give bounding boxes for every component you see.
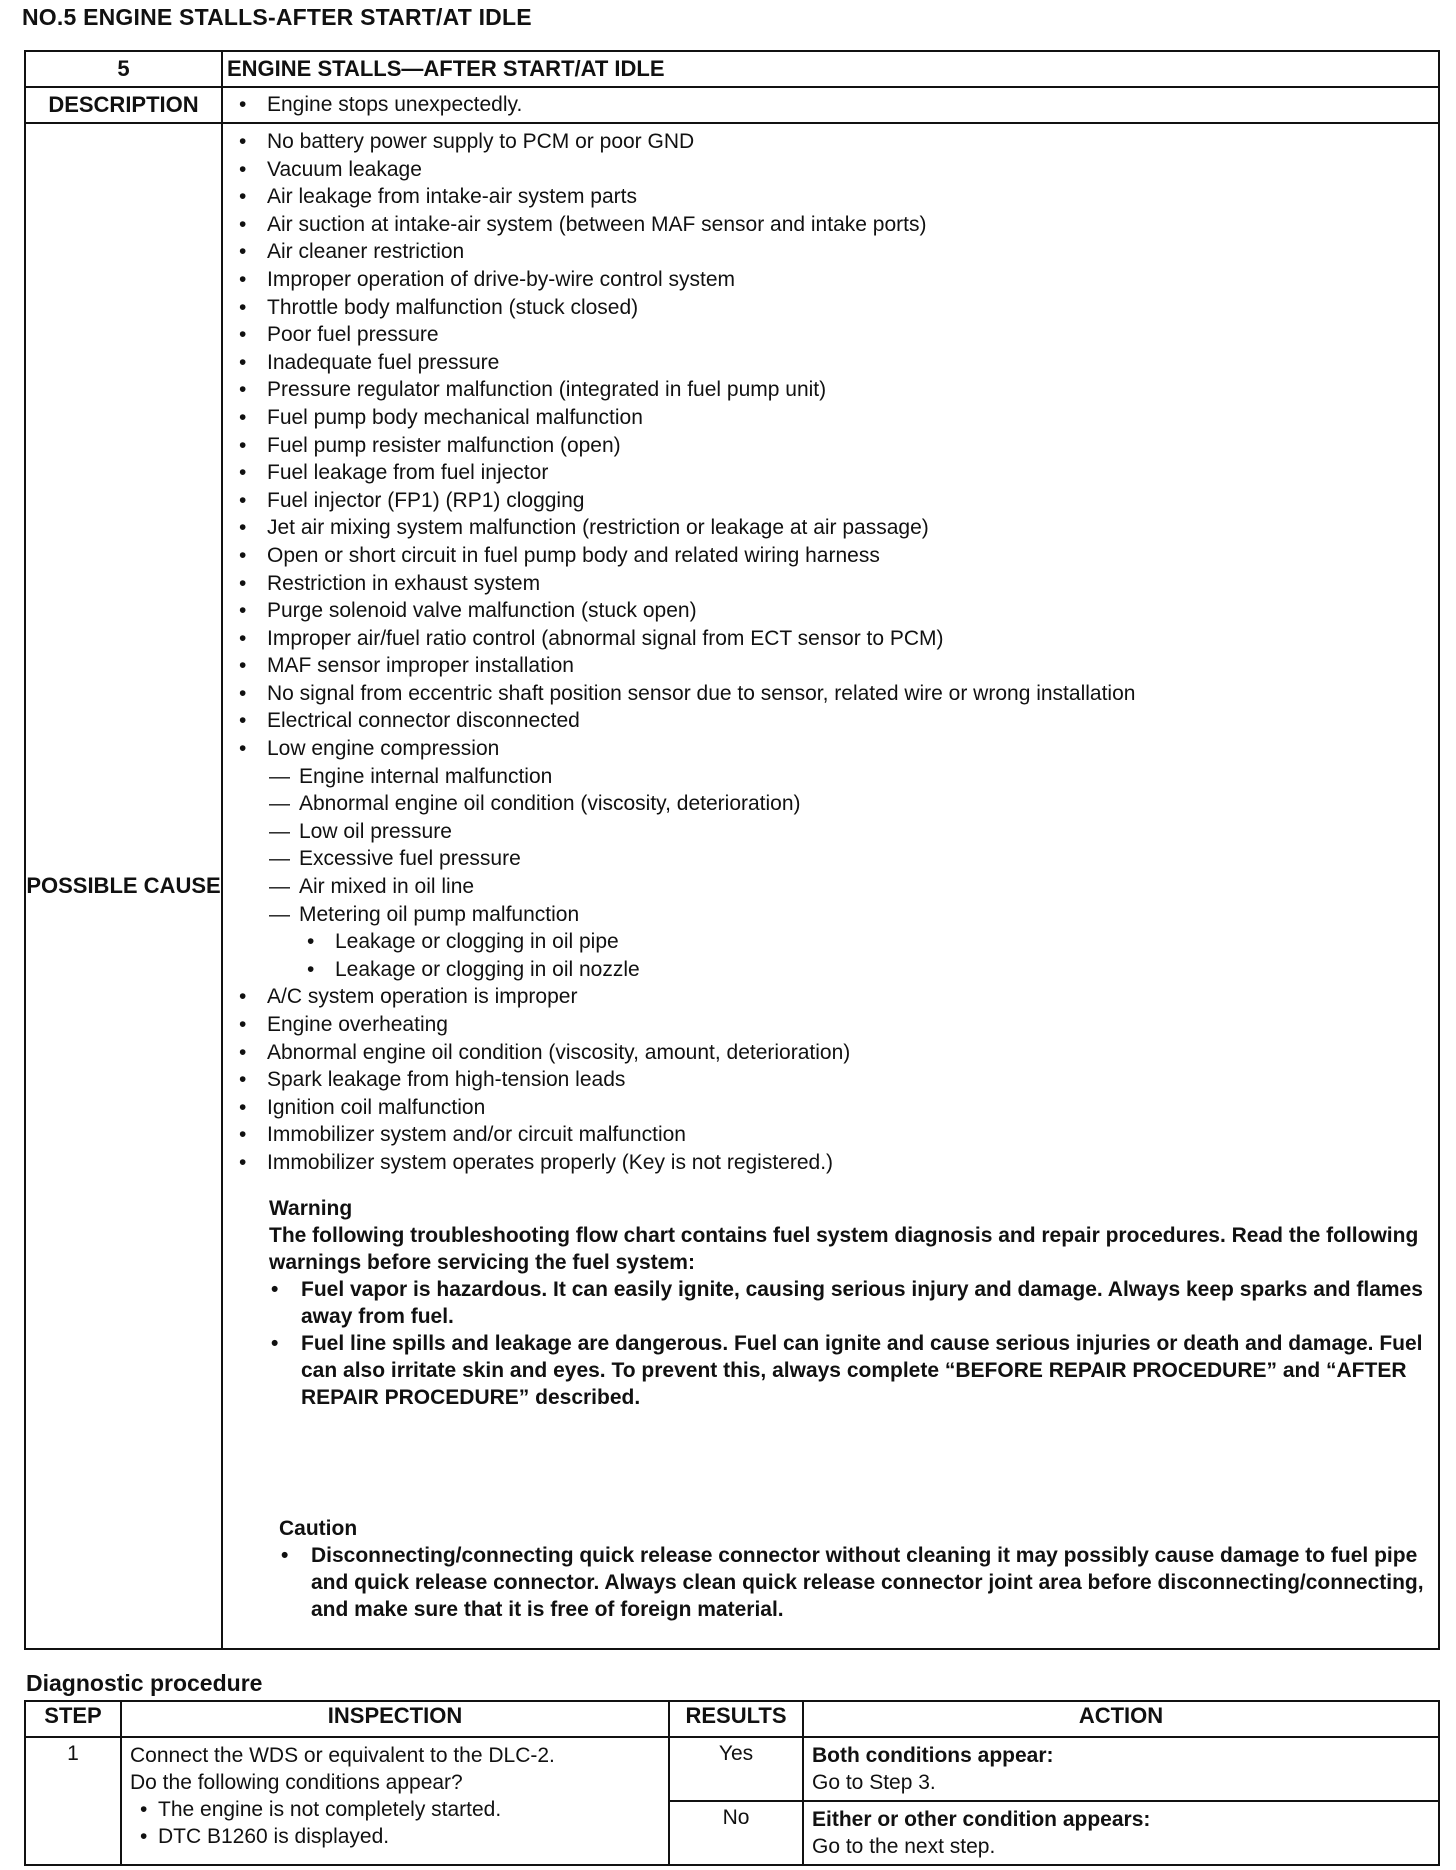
sub-cause-item: — Abnormal engine oil condition (viscosity, deterioration) [267,790,1438,818]
caution-item: • Disconnecting/connecting quick release connector without cleaning it may possibly cause damage to fuel pipe and quick release connector. Always clean quick release connector joint area before disconnecting/connecting, and make sure that it is free of foreign material. [279,1542,1438,1623]
warning-item: • Fuel vapor is hazardous. It can easily ignite, causing serious injury and damage. Always keep sparks and flames away from fuel. [269,1276,1438,1330]
dash-mark: — [269,819,290,843]
header-action: ACTION [803,1701,1439,1737]
dash-mark: — [269,764,290,788]
cause-item: • Throttle body malfunction (stuck closed) [233,294,1438,322]
sub-cause-item: — Engine internal malfunction [267,763,1438,791]
cause-item: • Fuel pump resister malfunction (open) [233,432,1438,460]
cause-item: • Vacuum leakage [233,156,1438,184]
header-inspection: INSPECTION [121,1701,669,1737]
action-no [803,1801,1439,1865]
warning-intro: The following troubleshooting flow chart contains fuel system diagnosis and repair procedures. Read the following warnings before servicing the fuel system: [269,1223,1419,1274]
cause-item: • Air leakage from intake-air system parts [233,183,1438,211]
sub-cause-item: — Air mixed in oil line [267,873,1438,901]
inspection-bullets [130,1796,662,1850]
cause-item-text: Low engine compression [267,737,500,761]
inspection-bullet: • DTC B1260 is displayed. [130,1823,662,1850]
warning-item: • Fuel line spills and leakage are dangerous. Fuel can ignite and cause serious injuries or death and damage. Fuel can also irritate skin and eyes. To prevent this, always complete “BEFORE REPAIR PROCEDURE” and “AFTER REPAIR PROCEDURE” described. [269,1330,1438,1411]
cause-item: • Improper operation of drive-by-wire control system [233,266,1438,294]
symptom-title: ENGINE STALLS—AFTER START/AT IDLE [222,51,1439,87]
caution-title: Caution [279,1516,358,1540]
cause-item: • MAF sensor improper installation [233,652,1438,680]
warning-list [269,1276,1438,1411]
cause-item: • Air suction at intake-air system (between MAF sensor and intake ports) [233,211,1438,239]
header-results: RESULTS [669,1701,803,1737]
diagnostic-table [24,1700,1440,1866]
cause-item: • Fuel leakage from fuel injector [233,459,1438,487]
sub-cause-item: — Excessive fuel pressure [267,845,1438,873]
cause-item: • Jet air mixing system malfunction (restriction or leakage at air passage) [233,514,1438,542]
cause-item: • Ignition coil malfunction [233,1094,1438,1122]
sub-cause-item: — Metering oil pump malfunction • Leakage or clogging in oil pipe • Leakage or clogging in oil nozzle [267,901,1438,984]
cause-item: • Inadequate fuel pressure [233,349,1438,377]
cause-item: • Electrical connector disconnected [233,707,1438,735]
action-condition: Both conditions appear: [812,1744,1054,1767]
cause-item [233,735,1438,983]
compression-sub-list [267,763,1438,984]
warning-title: Warning [269,1196,353,1220]
sub-cause-item: — Low oil pressure [267,818,1438,846]
inspection-cell [121,1737,669,1865]
possible-cause-cell [222,123,1439,1649]
dash-mark: — [269,902,290,926]
caution-list [279,1542,1438,1623]
dash-mark: — [269,792,290,816]
result-yes: Yes [669,1737,803,1801]
cause-item: • No battery power supply to PCM or poor GND [233,128,1438,156]
cause-item: • Pressure regulator malfunction (integrated in fuel pump unit) [233,376,1438,404]
cause-item: • Air cleaner restriction [233,238,1438,266]
action-text: Go to the next step. [812,1835,996,1858]
cause-item: • Spark leakage from high-tension leads [233,1066,1438,1094]
step-number: 1 [25,1737,121,1865]
description-cell [222,87,1439,123]
caution-block [233,1515,1438,1623]
diagnostic-procedure-title: Diagnostic procedure [26,1670,263,1696]
possible-cause-label: POSSIBLE CAUSE [25,123,222,1649]
cause-item: • Fuel pump body mechanical malfunction [233,404,1438,432]
oil-pump-sub-list [269,928,1438,983]
symptom-number: 5 [25,51,222,87]
action-yes [803,1737,1439,1801]
inspection-bullet: • The engine is not completely started. [130,1796,662,1823]
sub-sub-cause-item: • Leakage or clogging in oil nozzle [269,956,1438,984]
cause-item: • Purge solenoid valve malfunction (stuck open) [233,597,1438,625]
action-text: Go to Step 3. [812,1771,936,1794]
action-condition: Either or other condition appears: [812,1808,1151,1831]
cause-item: • Fuel injector (FP1) (RP1) clogging [233,487,1438,515]
cause-item: • Immobilizer system operates properly (Key is not registered.) [233,1149,1438,1177]
inspection-line: Connect the WDS or equivalent to the DLC-2. [130,1744,555,1767]
cause-item: • Engine overheating [233,1011,1438,1039]
sub-sub-cause-item: • Leakage or clogging in oil pipe [269,928,1438,956]
dash-mark: — [269,875,290,899]
page-title: NO.5 ENGINE STALLS-AFTER START/AT IDLE [22,4,532,30]
dash-mark: — [269,847,290,871]
cause-item: • A/C system operation is improper [233,983,1438,1011]
description-text: • Engine stops unexpectedly. [233,88,1438,122]
result-no: No [669,1801,803,1865]
symptom-table [24,50,1440,1650]
cause-item: • Open or short circuit in fuel pump body and related wiring harness [233,542,1438,570]
cause-item: • Poor fuel pressure [233,321,1438,349]
cause-item: • No signal from eccentric shaft position sensor due to sensor, related wire or wrong installation [233,680,1438,708]
header-step: STEP [25,1701,121,1737]
cause-item: • Immobilizer system and/or circuit malfunction [233,1121,1438,1149]
warning-block [233,1195,1438,1411]
cause-item: • Improper air/fuel ratio control (abnormal signal from ECT sensor to PCM) [233,625,1438,653]
cause-item: • Restriction in exhaust system [233,570,1438,598]
inspection-line: Do the following conditions appear? [130,1771,463,1794]
cause-list [233,128,1438,1177]
cause-item: • Abnormal engine oil condition (viscosity, amount, deterioration) [233,1039,1438,1067]
description-label: DESCRIPTION [25,87,222,123]
